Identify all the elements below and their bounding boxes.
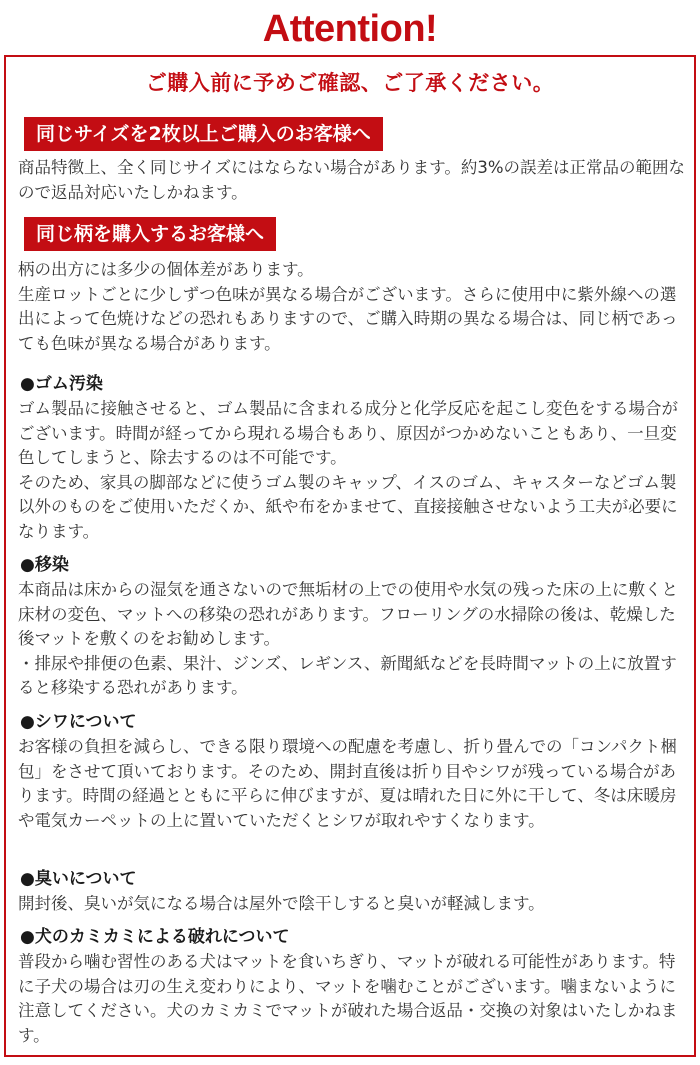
- dye-transfer-heading: ●移染: [20, 555, 69, 575]
- wrinkles-line: お客様の負担を減らし、できる限り環境への配慮を考慮し、折り畳んでの「コンパクト梱包」をさせて頂いております。そのため、開封直後は折り目やシワが残っている場合があります。時間の経過とともに平らに伸びますが、夏は晴れた日に外に干して、冬は床暖房や電気カーペットの上に置いていただくとシワが取れやすくなります。: [18, 737, 677, 830]
- rubber-stain-line: ゴム製品に接触させると、ゴム製品に含まれる成分と化学反応を起こし変色をする場合がございます。時間が経ってから現れる場合もあり、原因がつかめないこともあり、一旦変色してしまうと、除去するのは不可能です。: [18, 399, 678, 467]
- intro-notice: ご購入前に予めご確認、ご了承ください。: [145, 71, 555, 95]
- dye-transfer-text: [18, 578, 686, 701]
- dye-transfer-line: 本商品は床からの湿気を通さないので無垢材の上での使用や水気の残った床の上に敷くと床材の変色、マットへの移染の恐れがあります。フローリングの水掃除の後は、乾燥した後マットを敷くのをお勧めします。: [18, 580, 678, 648]
- dye-transfer-line: ・排尿や排便の色素、果汁、ジンズ、レギンス、新聞紙などを長時間マットの上に放置すると移染する恐れがあります。: [18, 653, 677, 697]
- same-pattern-line: 柄の出方には多少の個体差があります。: [18, 260, 314, 279]
- odor-text: [18, 892, 686, 917]
- same-size-banner: 同じサイズを2枚以上ご購入のお客様へ: [24, 117, 383, 151]
- wrinkles-heading: ●シワについて: [20, 712, 137, 732]
- attention-title: Attention!: [262, 8, 438, 50]
- wrinkles-text: [18, 735, 686, 833]
- dog-chewing-text: [18, 950, 686, 1048]
- dog-chewing-line: 普段から噛む習性のある犬はマットを食いちぎり、マットが破れる可能性があります。特に子犬の場合は刃の生え変わりにより、マットを噛むことがございます。噛まないように注意してください。犬のカミカミでマットが破れた場合返品・交換の対象はいたしかねます。: [18, 952, 678, 1045]
- dog-chewing-heading: ●犬のカミカミによる破れについて: [20, 927, 290, 947]
- same-pattern-text: [18, 258, 686, 356]
- same-size-line: 商品特徴上、全く同じサイズにはならない場合があります。約3%の誤差は正常品の範囲なので返品対応いたしかねます。: [18, 158, 686, 202]
- rubber-stain-heading: ●ゴム汚染: [20, 374, 103, 394]
- same-pattern-line: 生産ロットごとに少しずつ色味が異なる場合がございます。さらに使用中に紫外線への選出によって色焼けなどの恐れもありますので、ご購入時期の異なる場合は、同じ柄であっても色味が異なる場合があります。: [18, 284, 678, 353]
- same-size-text: [18, 156, 686, 205]
- odor-line: 開封後、臭いが気になる場合は屋外で陰干しすると臭いが軽減します。: [18, 894, 545, 913]
- same-pattern-banner: 同じ柄を購入するお客様へ: [24, 217, 276, 251]
- rubber-stain-text: [18, 397, 686, 544]
- rubber-stain-line: そのため、家具の脚部などに使うゴム製のキャップ、イスのゴム、キャスターなどゴム製以外のものをご使用いただくか、紙や布をかませて、直接接触させないよう工夫が必要になります。: [18, 472, 678, 541]
- odor-heading: ●臭いについて: [20, 869, 137, 889]
